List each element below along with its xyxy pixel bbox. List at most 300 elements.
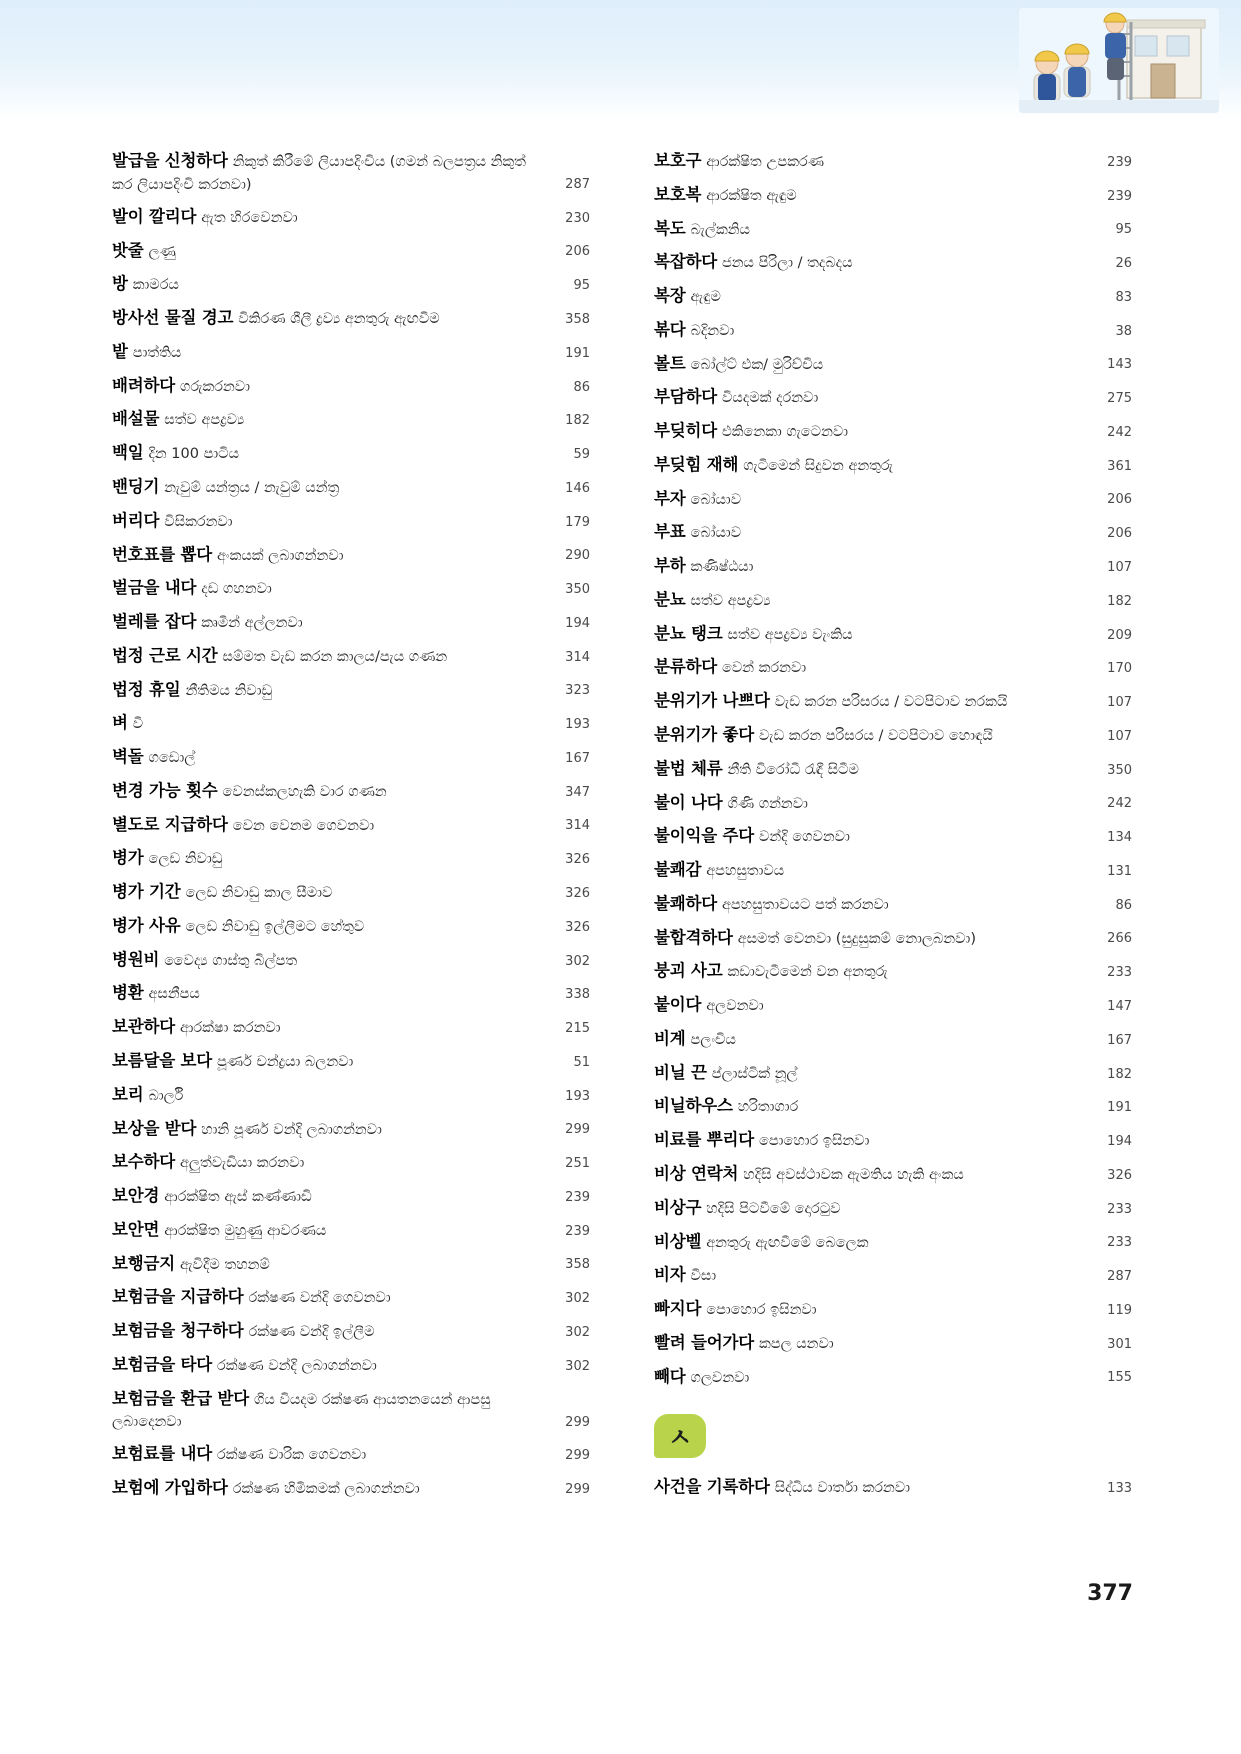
entry-term-korean: 불이 나다 (654, 792, 723, 812)
index-entry-text (112, 240, 544, 263)
entry-page-number: 275 (1107, 391, 1132, 407)
entry-term-korean: 보호복 (654, 184, 702, 204)
index-entry (654, 150, 1132, 173)
index-entry (112, 746, 590, 769)
entry-term-korean: 병가 (112, 848, 144, 868)
entry-gloss-sinhala: ඇඳුම (690, 289, 721, 306)
index-entry (654, 319, 1132, 342)
index-entry-text (112, 881, 544, 904)
index-entry-text (654, 1028, 1086, 1051)
index-entry (112, 1118, 590, 1141)
entry-page-number: 59 (573, 447, 590, 463)
index-entry (112, 1050, 590, 1073)
index-entry (654, 1264, 1132, 1287)
entry-term-korean: 백일 (112, 443, 144, 463)
entry-term-korean: 부표 (654, 522, 686, 542)
entry-gloss-sinhala: පාත්තිය (132, 344, 182, 361)
index-entry-text (112, 273, 544, 296)
entry-gloss-sinhala: කෘමීන් අල්ලනවා (201, 615, 303, 632)
entry-page-number: 358 (565, 311, 590, 327)
index-entry (654, 1095, 1132, 1118)
entry-term-korean: 비자 (654, 1265, 686, 1285)
index-entry-text (112, 1320, 544, 1343)
entry-term-korean: 불쾌감 (654, 860, 702, 880)
entry-page-number: 326 (1107, 1167, 1132, 1183)
entry-page-number: 131 (1107, 863, 1132, 879)
index-entry-text (654, 1298, 1086, 1321)
index-entry (112, 611, 590, 634)
index-entry-text (112, 611, 544, 634)
index-entry (654, 927, 1132, 950)
index-entry-text (654, 927, 1086, 950)
index-entry (654, 353, 1132, 376)
index-entry-text (112, 307, 544, 330)
entry-term-korean: 보호구 (654, 151, 702, 170)
entry-gloss-sinhala: ජනය පිරිලා / තදබදය (721, 255, 853, 272)
entry-term-korean: 번호표를 뽑다 (112, 544, 212, 564)
entry-gloss-sinhala: ගිණි ගන්නවා (727, 795, 808, 812)
entry-gloss-sinhala: කඩාවැටීමෙන් වන අනතුරු (727, 964, 888, 981)
entry-gloss-sinhala: නීතිමය නිවාඩු (185, 682, 273, 699)
index-entry-text (654, 859, 1086, 882)
entry-term-korean: 불합격하다 (654, 927, 733, 947)
index-entry (654, 521, 1132, 544)
entry-term-korean: 복잡하다 (654, 252, 717, 272)
index-entry (112, 1016, 590, 1039)
index-entry-text (654, 319, 1086, 342)
entry-gloss-sinhala: අනතුරු ඇඟවීමේ බෙලෙක (706, 1234, 869, 1251)
entry-term-korean: 보안면 (112, 1219, 160, 1239)
entry-term-korean: 붙이다 (654, 995, 702, 1015)
entry-page-number: 95 (573, 278, 590, 294)
entry-term-korean: 부딪힘 재해 (654, 454, 739, 474)
entry-page-number: 358 (565, 1257, 590, 1273)
index-entry (654, 589, 1132, 612)
entry-term-korean: 밧줄 (112, 240, 144, 260)
index-entry-text (654, 960, 1086, 983)
index-entry-text (654, 251, 1086, 274)
entry-page-number: 314 (565, 649, 590, 665)
entry-page-number: 206 (565, 244, 590, 260)
index-entry (654, 488, 1132, 511)
index-entry (112, 341, 590, 364)
index-entry-text (112, 645, 544, 668)
entry-gloss-sinhala: අලුත්වැඩියා කරනවා (179, 1155, 305, 1172)
entry-page-number: 302 (565, 1358, 590, 1374)
index-entry (112, 577, 590, 600)
entry-term-korean: 밭 (112, 341, 128, 361)
entry-term-korean: 벼 (112, 713, 128, 733)
index-entry (654, 623, 1132, 646)
entry-gloss-sinhala: රක්ෂණ වන්දි ගෙවනවා (248, 1290, 391, 1307)
entry-term-korean: 방사선 물질 경고 (112, 308, 234, 328)
entry-gloss-sinhala: වෙන වෙනම ගෙවනවා (232, 817, 375, 834)
entry-term-korean: 분류하다 (654, 657, 717, 677)
entry-gloss-sinhala: සත්ව අපද්‍රව්‍ය වැංකිය (727, 626, 853, 643)
entry-gloss-sinhala: ගරුකරනවා (179, 378, 250, 395)
index-entry-text (654, 454, 1086, 477)
entry-gloss-sinhala: බෝයාව (690, 491, 742, 508)
index-entry-text (112, 476, 544, 499)
entry-page-number: 299 (565, 1448, 590, 1464)
index-entry-text (654, 386, 1086, 409)
entry-page-number: 326 (565, 852, 590, 868)
index-entry (112, 240, 590, 263)
index-entry-text (654, 1129, 1086, 1152)
entry-term-korean: 분위기가 나쁘다 (654, 691, 770, 711)
entry-term-korean: 병원비 (112, 949, 160, 969)
index-entry (654, 1476, 1132, 1499)
entry-gloss-sinhala: වන්දි ගෙවනවා (758, 829, 850, 846)
index-entry (654, 218, 1132, 241)
entry-gloss-sinhala: නීති විරෝධී රැඳී සිටීම (727, 761, 859, 778)
entry-page-number: 209 (1107, 627, 1132, 643)
index-entry (112, 1388, 590, 1433)
index-entry-text (654, 555, 1086, 578)
workers-illustration (1019, 8, 1219, 113)
index-entry-text (112, 982, 544, 1005)
entry-gloss-sinhala: සිද්ධිය වාර්තා කරනවා (774, 1480, 910, 1497)
entry-term-korean: 병가 사유 (112, 915, 181, 935)
index-entry (654, 1163, 1132, 1186)
entry-gloss-sinhala: දින 100 පාටිය (148, 446, 240, 463)
entry-page-number: 239 (565, 1223, 590, 1239)
entry-page-number: 299 (565, 1482, 590, 1498)
entry-term-korean: 분뇨 탱크 (654, 623, 723, 643)
index-entry-text (654, 1231, 1086, 1254)
entry-term-korean: 변경 가능 횟수 (112, 780, 218, 800)
entry-term-korean: 분위기가 좋다 (654, 725, 754, 745)
index-entry (112, 476, 590, 499)
index-entry (654, 1129, 1132, 1152)
index-entry (112, 915, 590, 938)
entry-page-number: 215 (565, 1021, 590, 1037)
entry-term-korean: 배려하다 (112, 375, 175, 395)
entry-page-number: 167 (565, 750, 590, 766)
entry-page-number: 287 (1107, 1269, 1132, 1285)
entry-page-number: 167 (1107, 1032, 1132, 1048)
index-entry-text (654, 589, 1086, 612)
index-entry (112, 814, 590, 837)
entry-term-korean: 비상 연락처 (654, 1163, 739, 1183)
index-entry (654, 1366, 1132, 1389)
entry-page-number: 107 (1107, 560, 1132, 576)
entry-page-number: 155 (1107, 1370, 1132, 1386)
index-entry (654, 1028, 1132, 1051)
entry-page-number: 193 (565, 717, 590, 733)
entry-page-number: 233 (1107, 1201, 1132, 1217)
entry-gloss-sinhala: සත්ව අපද්‍රව්‍ය (164, 412, 245, 429)
entry-term-korean: 보상을 받다 (112, 1118, 197, 1138)
section-marker (654, 1414, 706, 1458)
index-entry-text (112, 1118, 544, 1141)
entry-gloss-sinhala: විකිරණ ශීලී ද්‍රව්‍ය අනතුරු ඇඟවීම (238, 311, 440, 328)
entry-gloss-sinhala: හරිතාගාර (737, 1099, 799, 1116)
index-entry (654, 724, 1132, 747)
entry-page-number: 119 (1107, 1302, 1132, 1318)
entry-page-number: 26 (1115, 256, 1132, 272)
index-entry (112, 408, 590, 431)
index-entry (654, 994, 1132, 1017)
entry-gloss-sinhala: වැඩ කරන පරිසරය / වටපිටාව නරකයි (774, 694, 1008, 711)
entry-gloss-sinhala: වෙන් කරනවා (721, 660, 807, 677)
entry-page-number: 107 (1107, 695, 1132, 711)
entry-page-number: 290 (565, 548, 590, 564)
entry-page-number: 299 (565, 1414, 590, 1430)
index-entry (112, 206, 590, 229)
index-entry-text (112, 341, 544, 364)
entry-gloss-sinhala: බෝයාව (690, 525, 742, 542)
entry-term-korean: 비료를 뿌리다 (654, 1130, 754, 1150)
entry-gloss-sinhala: සත්ව අපද්‍රව්‍ය (690, 592, 771, 609)
entry-gloss-sinhala: ඇත හිරවෙනවා (201, 209, 298, 226)
entry-gloss-sinhala: පූර්ණ චන්ද්‍රයා බලනවා (216, 1053, 354, 1070)
index-entry (654, 656, 1132, 679)
entry-page-number: 191 (1107, 1100, 1132, 1116)
entry-term-korean: 법정 휴일 (112, 679, 181, 699)
entry-gloss-sinhala: අංකයක් ලබාගන්නවා (216, 547, 344, 564)
entry-gloss-sinhala: හදිසි අවස්ථාවක ඇමතිය හැකි අංකය (743, 1166, 964, 1183)
index-entry (654, 386, 1132, 409)
index-column-right (654, 150, 1132, 1511)
entry-gloss-sinhala: විසිකරනවා (164, 513, 233, 530)
entry-page-number: 266 (1107, 931, 1132, 947)
index-entry-text (112, 1354, 544, 1377)
index-entry (112, 307, 590, 330)
entry-gloss-sinhala: වියදමක් දරනවා (721, 390, 819, 407)
entry-gloss-sinhala: නිකුත් කිරීමේ ලියාපදිංචිය (ගමන් බලපත්‍රය නිකුත් කර ලියාපදිංචි කරනවා) (112, 154, 526, 193)
entry-gloss-sinhala: ආරක්ෂිත ඇස් කණ්ණාඩි (164, 1189, 312, 1206)
index-entry-text (654, 488, 1086, 511)
entry-term-korean: 보험에 가입하다 (112, 1478, 228, 1498)
index-entry-text (654, 1476, 1086, 1499)
entry-gloss-sinhala: ගිය වියදම රක්ෂණ ආයතනයෙන් ආපසු ලබාදෙනවා (112, 1391, 491, 1431)
entry-term-korean: 불쾌하다 (654, 893, 717, 913)
entry-gloss-sinhala: බැල්කනිය (690, 221, 750, 238)
index-entry-text (654, 1332, 1086, 1355)
entry-page-number: 361 (1107, 458, 1132, 474)
index-entry-text (112, 1185, 544, 1208)
entry-term-korean: 보험금을 환급 받다 (112, 1388, 250, 1408)
index-entry (112, 780, 590, 803)
index-entry-text (112, 375, 544, 398)
index-entry-text (112, 915, 544, 938)
entry-page-number: 347 (565, 784, 590, 800)
index-entry (112, 1185, 590, 1208)
entry-term-korean: 보름달을 보다 (112, 1050, 212, 1070)
index-entry (112, 1354, 590, 1377)
entry-page-number: 350 (1107, 762, 1132, 778)
entry-gloss-sinhala: නැවුම් යන්ත්‍රය / නැවුම් යන්ත්‍ර (164, 479, 340, 496)
index-entry (112, 1286, 590, 1309)
index-entry-text (112, 1253, 544, 1276)
index-entry (654, 285, 1132, 308)
index-entry-text (654, 1366, 1086, 1389)
index-column-left (112, 150, 590, 1511)
index-entry-text (112, 1016, 544, 1039)
index-entry (654, 1197, 1132, 1220)
entry-page-number: 239 (565, 1189, 590, 1205)
entry-term-korean: 붕괴 사고 (654, 961, 723, 981)
entry-gloss-sinhala: රක්ෂණ වාරික ගෙවනවා (216, 1447, 367, 1464)
index-entry-text (112, 408, 544, 431)
index-entry-text (112, 746, 544, 769)
entry-gloss-sinhala: හදිසි පිටවීමේ දොරටුව (706, 1200, 841, 1217)
index-entry-text (112, 1219, 544, 1242)
entry-gloss-sinhala: ලණු (148, 243, 176, 260)
index-entry-text (112, 1084, 544, 1107)
index-entry-text (654, 184, 1086, 207)
entry-gloss-sinhala: බෝල්ට් එක/ මුරිච්චිය (690, 356, 824, 373)
index-entry-text (654, 1264, 1086, 1287)
index-entry (654, 792, 1132, 815)
entry-gloss-sinhala: පොහොර ඉසිනවා (758, 1133, 870, 1150)
index-entry-text (112, 577, 544, 600)
entry-gloss-sinhala: ආරක්ෂිත මුහුණු ආවරණය (164, 1222, 327, 1239)
entry-page-number: 182 (1107, 593, 1132, 609)
index-entry (654, 454, 1132, 477)
index-entry (654, 555, 1132, 578)
entry-gloss-sinhala: ආරක්ෂා කරනවා (179, 1020, 281, 1037)
entry-page-number: 86 (1115, 897, 1132, 913)
index-entry-text (112, 206, 544, 229)
entry-term-korean: 벽돌 (112, 747, 144, 767)
index-entry-text (654, 758, 1086, 781)
index-entry (112, 1219, 590, 1242)
entry-page-number: 251 (565, 1156, 590, 1172)
index-entry (112, 510, 590, 533)
index-entry (112, 1443, 590, 1466)
index-entry-text (112, 847, 544, 870)
entry-gloss-sinhala: අසමත් වෙනවා (සුදුසුකම් නොලබනවා) (737, 930, 976, 947)
entry-term-korean: 빠지다 (654, 1299, 702, 1319)
entry-page-number: 242 (1107, 424, 1132, 440)
index-entry-text (112, 814, 544, 837)
entry-term-korean: 볼트 (654, 353, 686, 373)
entry-gloss-sinhala: අලවනවා (706, 998, 764, 1015)
entry-gloss-sinhala: පොහොර ඉසිනවා (706, 1302, 817, 1319)
entry-page-number: 239 (1107, 188, 1132, 204)
index-entry (654, 960, 1132, 983)
entry-term-korean: 방 (112, 274, 128, 294)
index-entry-text (654, 150, 1086, 173)
entry-gloss-sinhala: වැඩ කරන පරිසරය / වටපිටාව හොඳයි (758, 728, 993, 745)
entry-term-korean: 보안경 (112, 1186, 160, 1206)
index-entry (654, 251, 1132, 274)
entry-page-number: 134 (1107, 830, 1132, 846)
entry-term-korean: 버리다 (112, 510, 160, 530)
section-marker-label: ㅅ (667, 1423, 693, 1453)
entry-page-number: 107 (1107, 728, 1132, 744)
entry-page-number: 206 (1107, 492, 1132, 508)
index-entry-text (112, 1388, 544, 1433)
index-entry-text (654, 353, 1086, 376)
index-entry (112, 273, 590, 296)
entry-term-korean: 사건을 기록하다 (654, 1477, 770, 1497)
entry-term-korean: 배설물 (112, 409, 160, 429)
entry-term-korean: 비닐하우스 (654, 1096, 733, 1116)
index-entry (112, 1084, 590, 1107)
entry-gloss-sinhala: රක්ෂණ වන්දි ඉල්ලීම (248, 1324, 375, 1341)
entry-page-number: 302 (565, 953, 590, 969)
entry-term-korean: 비상벨 (654, 1231, 702, 1251)
index-entry (654, 859, 1132, 882)
entry-term-korean: 보험료를 내다 (112, 1444, 212, 1464)
index-entry (654, 1332, 1132, 1355)
index-entry-text (654, 893, 1086, 916)
entry-gloss-sinhala: රක්ෂණ වන්දි ලබාගන්නවා (216, 1357, 377, 1374)
index-entry-text (654, 825, 1086, 848)
entry-gloss-sinhala: එකිනෙකා ගැටෙනවා (721, 424, 849, 441)
entry-term-korean: 부딪히다 (654, 421, 717, 441)
index-entry (112, 1151, 590, 1174)
entry-page-number: 350 (565, 582, 590, 598)
entry-gloss-sinhala: ගඩොල් (148, 750, 196, 767)
index-entry (654, 1062, 1132, 1085)
entry-gloss-sinhala: ආරක්ෂිත උපකරණ (706, 154, 825, 170)
entry-gloss-sinhala: ගැටීමෙන් සිදුවන අනතුරු (743, 457, 894, 474)
index-entry-text (654, 792, 1086, 815)
index-entry-text (112, 442, 544, 465)
entry-page-number: 182 (565, 413, 590, 429)
entry-term-korean: 비상구 (654, 1197, 702, 1217)
index-entry (654, 893, 1132, 916)
index-entry-text (654, 521, 1086, 544)
index-entry-text (654, 724, 1086, 747)
entry-gloss-sinhala: බාර්ලි (148, 1087, 184, 1104)
index-entry (112, 150, 590, 195)
entry-gloss-sinhala: පලංචිය (690, 1031, 736, 1048)
index-entry (654, 420, 1132, 443)
entry-gloss-sinhala: ගලවනවා (690, 1369, 750, 1386)
entry-page-number: 302 (565, 1291, 590, 1307)
entry-gloss-sinhala: ලෙඩ නිවාඩු ඉල්ලීමට හේතුව (185, 918, 365, 935)
index-entry-text (112, 1477, 544, 1500)
index-entry (112, 544, 590, 567)
index-entry-text (112, 949, 544, 972)
index-entry-text (654, 1062, 1086, 1085)
index-entry (112, 645, 590, 668)
index-entry-text (112, 510, 544, 533)
entry-term-korean: 분뇨 (654, 589, 686, 609)
entry-page-number: 326 (565, 885, 590, 901)
entry-page-number: 233 (1107, 1235, 1132, 1251)
index-entry (112, 881, 590, 904)
index-entry-text (112, 544, 544, 567)
entry-page-number: 193 (565, 1088, 590, 1104)
entry-term-korean: 보험금을 청구하다 (112, 1321, 244, 1341)
entry-term-korean: 밴딩기 (112, 476, 160, 496)
entry-gloss-sinhala: වීසා (690, 1268, 717, 1285)
entry-term-korean: 벌레를 잡다 (112, 612, 197, 632)
index-entry-text (654, 1197, 1086, 1220)
entry-gloss-sinhala: වෙනස්කලහැකි වාර ගණන (222, 783, 387, 800)
entry-gloss-sinhala: ලෙඩ නිවාඩු කාල සීමාව (185, 885, 333, 902)
entry-term-korean: 부하 (654, 556, 686, 576)
entry-gloss-sinhala: බදිනවා (690, 322, 735, 339)
entry-term-korean: 보리 (112, 1084, 144, 1104)
index-entry-text (654, 285, 1086, 308)
entry-page-number: 51 (573, 1054, 590, 1070)
entry-page-number: 206 (1107, 526, 1132, 542)
index-columns (112, 150, 1132, 1511)
entry-gloss-sinhala: අපහසුතාවයට පත් කරනවා (721, 896, 889, 913)
entry-term-korean: 비계 (654, 1028, 686, 1048)
entry-term-korean: 부자 (654, 488, 686, 508)
index-entry (654, 758, 1132, 781)
index-entry-text (654, 623, 1086, 646)
index-entry-text (654, 1163, 1086, 1186)
